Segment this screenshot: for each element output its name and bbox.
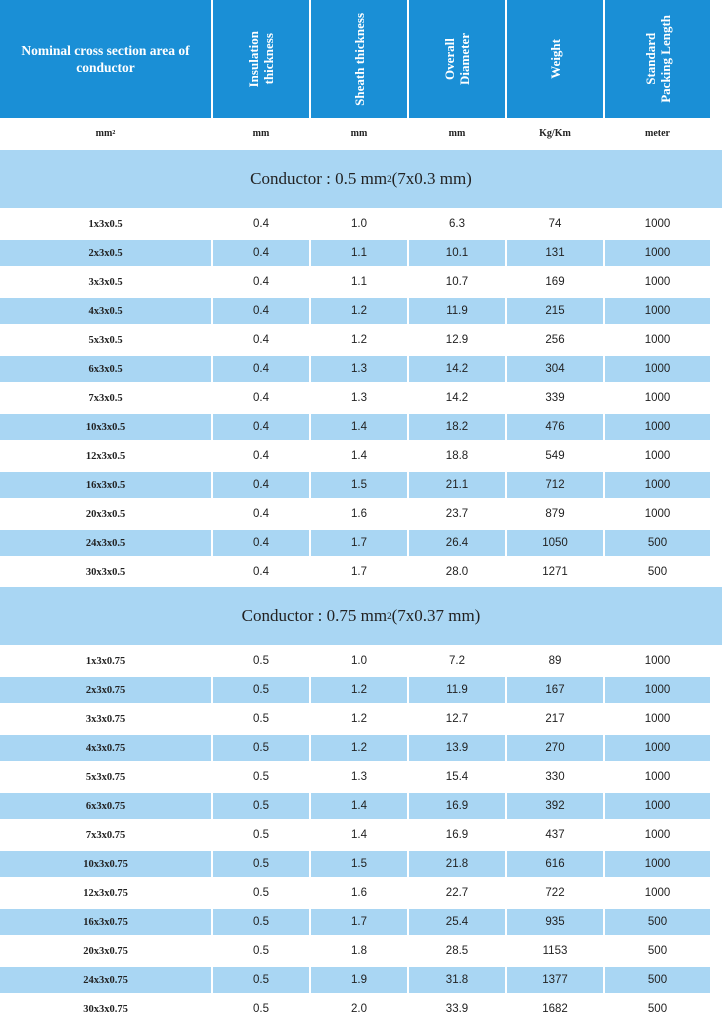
cell-weight: 304 (507, 356, 603, 382)
cell-sheath: 1.2 (311, 677, 407, 703)
header-sheath-label: Sheath thickness (351, 12, 367, 106)
cell-weight: 549 (545, 450, 565, 462)
header-cross-section (0, 0, 211, 118)
cell-sheath: 1.5 (311, 472, 407, 498)
cell-sheath: 1.2 (311, 735, 407, 761)
unit-cross-section-base: mm (95, 127, 113, 139)
cell-diameter: 12.7 (445, 713, 469, 725)
cell-insulation: 0.4 (253, 334, 269, 346)
cell-cross-section: 12x3x0.75 (83, 887, 128, 899)
cell-cross-section: 10x3x0.75 (0, 851, 211, 877)
cell-insulation: 0.5 (253, 945, 269, 957)
cell-sheath: 1.2 (351, 334, 367, 346)
cell-sheath: 1.4 (351, 829, 367, 841)
cell-sheath: 1.0 (351, 218, 367, 230)
cell-insulation: 0.4 (213, 414, 309, 440)
table-row (0, 909, 722, 935)
cell-weight: 1377 (507, 967, 603, 993)
header-diameter (409, 0, 505, 118)
table-row (0, 501, 722, 527)
cell-weight: 169 (545, 276, 565, 288)
cell-insulation: 0.5 (253, 887, 269, 899)
header-cross-section-label: Nominal cross section area of conductor (21, 43, 190, 75)
section-title-pre: Conductor : 0.75 mm (241, 606, 388, 625)
cell-diameter: 31.8 (409, 967, 505, 993)
cell-diameter: 22.7 (445, 887, 469, 899)
cell-sheath: 1.1 (351, 276, 367, 288)
table-row (0, 764, 722, 790)
header-packing-length (605, 0, 710, 118)
cell-sheath: 1.1 (311, 240, 407, 266)
cell-insulation: 0.5 (253, 713, 269, 725)
table-row (0, 880, 722, 906)
cell-cross-section: 6x3x0.75 (0, 793, 211, 819)
cell-weight: 74 (548, 218, 562, 230)
cell-diameter: 10.1 (409, 240, 505, 266)
table-row (0, 706, 722, 732)
cell-sheath: 1.4 (351, 450, 367, 462)
cell-insulation: 0.5 (213, 793, 309, 819)
cell-insulation: 0.4 (253, 450, 269, 462)
unit-sheath: mm (350, 127, 368, 139)
table-row (0, 967, 722, 993)
cell-weight: 217 (545, 713, 565, 725)
cell-insulation: 0.5 (213, 851, 309, 877)
cell-sheath: 1.2 (311, 298, 407, 324)
table-row (0, 414, 722, 440)
header-insulation (213, 0, 309, 118)
cell-cross-section: 5x3x0.75 (85, 771, 126, 783)
cell-cross-section: 12x3x0.5 (85, 450, 126, 462)
table-row (0, 356, 722, 382)
table-row (0, 793, 722, 819)
cell-weight: 339 (545, 392, 565, 404)
cell-weight: 476 (507, 414, 603, 440)
cell-sheath: 1.3 (351, 771, 367, 783)
cell-weight: 270 (507, 735, 603, 761)
header-sheath (311, 0, 407, 118)
cell-diameter: 26.4 (409, 530, 505, 556)
cell-cross-section: 2x3x0.5 (0, 240, 211, 266)
cell-weight: 722 (545, 887, 565, 899)
table-row (0, 327, 722, 353)
cell-cross-section: 20x3x0.5 (85, 508, 126, 520)
section-title-post: (7x0.3 mm) (391, 169, 472, 188)
table-row (0, 938, 722, 964)
cell-packing-length: 1000 (605, 735, 710, 761)
cell-weight: 131 (507, 240, 603, 266)
table-row (0, 822, 722, 848)
cell-diameter: 14.2 (445, 392, 469, 404)
cell-packing-length: 1000 (605, 851, 710, 877)
cell-insulation: 0.4 (213, 240, 309, 266)
cell-cross-section: 6x3x0.5 (0, 356, 211, 382)
table-row (0, 240, 722, 266)
cell-packing-length: 1000 (644, 655, 671, 667)
table-row (0, 211, 722, 237)
cell-packing-length: 500 (605, 909, 710, 935)
cell-insulation: 0.4 (213, 472, 309, 498)
cell-weight: 167 (507, 677, 603, 703)
cell-insulation: 0.5 (253, 1003, 269, 1015)
cell-sheath: 1.7 (311, 530, 407, 556)
cell-sheath: 1.0 (351, 655, 367, 667)
cell-weight: 1050 (507, 530, 603, 556)
table-row (0, 443, 722, 469)
cell-diameter: 28.5 (445, 945, 469, 957)
cell-cross-section: 3x3x0.5 (88, 276, 123, 288)
cell-weight: 392 (507, 793, 603, 819)
cell-diameter: 14.2 (409, 356, 505, 382)
cell-cross-section: 24x3x0.75 (0, 967, 211, 993)
cell-diameter: 23.7 (445, 508, 469, 520)
unit-diameter: mm (448, 127, 466, 139)
cell-cross-section: 16x3x0.5 (0, 472, 211, 498)
table-row (0, 735, 722, 761)
cell-insulation: 0.5 (253, 655, 269, 667)
cell-weight: 215 (507, 298, 603, 324)
cell-weight: 1682 (542, 1003, 568, 1015)
cell-packing-length: 1000 (605, 472, 710, 498)
cell-sheath: 1.3 (351, 392, 367, 404)
cell-diameter: 10.7 (445, 276, 469, 288)
cell-diameter: 12.9 (445, 334, 469, 346)
cell-diameter: 15.4 (445, 771, 469, 783)
cell-sheath: 1.7 (311, 909, 407, 935)
cell-sheath: 1.3 (311, 356, 407, 382)
cell-packing-length: 1000 (644, 713, 671, 725)
cell-diameter: 16.9 (445, 829, 469, 841)
cell-sheath: 1.4 (311, 414, 407, 440)
cell-packing-length: 1000 (605, 414, 710, 440)
table-row (0, 677, 722, 703)
cell-cross-section: 20x3x0.75 (83, 945, 128, 957)
header-weight (507, 0, 603, 118)
cell-packing-length: 1000 (644, 392, 671, 404)
cell-cross-section: 7x3x0.75 (85, 829, 126, 841)
cell-packing-length: 500 (647, 1003, 668, 1015)
cell-insulation: 0.5 (253, 829, 269, 841)
cell-diameter: 11.9 (409, 298, 505, 324)
cell-packing-length: 1000 (644, 829, 671, 841)
header-packing-length-label: Standard Packing Length (642, 15, 673, 103)
cell-weight: 256 (545, 334, 565, 346)
table-row (0, 851, 722, 877)
cell-weight: 1271 (542, 566, 568, 578)
unit-cross-section (0, 119, 211, 147)
unit-packing-length: meter (645, 127, 670, 139)
cell-sheath: 1.2 (351, 713, 367, 725)
cell-diameter: 13.9 (409, 735, 505, 761)
cell-cross-section: 30x3x0.75 (83, 1003, 128, 1015)
cell-insulation: 0.5 (213, 677, 309, 703)
cell-insulation: 0.4 (253, 276, 269, 288)
section-title-post: (7x0.37 mm) (391, 606, 481, 625)
cell-insulation: 0.4 (253, 392, 269, 404)
cell-diameter: 28.0 (445, 566, 469, 578)
cell-packing-length: 1000 (605, 240, 710, 266)
table-row (0, 385, 722, 411)
cell-diameter: 16.9 (409, 793, 505, 819)
table-row (0, 648, 722, 674)
unit-weight: Kg/Km (539, 127, 571, 139)
cell-cross-section: 2x3x0.75 (0, 677, 211, 703)
cell-sheath: 1.4 (311, 793, 407, 819)
cell-insulation: 0.4 (213, 298, 309, 324)
cell-weight: 330 (545, 771, 565, 783)
cell-cross-section: 7x3x0.5 (88, 392, 123, 404)
cell-packing-length: 1000 (644, 218, 671, 230)
cell-diameter: 6.3 (449, 218, 465, 230)
cell-insulation: 0.4 (253, 566, 269, 578)
cell-sheath: 1.8 (351, 945, 367, 957)
cell-weight: 879 (545, 508, 565, 520)
cell-cross-section: 10x3x0.5 (0, 414, 211, 440)
cell-insulation: 0.4 (253, 508, 269, 520)
section-title-sup: 2 (387, 174, 392, 184)
cell-packing-length: 1000 (644, 276, 671, 288)
cell-insulation: 0.4 (253, 218, 269, 230)
cell-cross-section: 3x3x0.75 (85, 713, 126, 725)
cell-packing-length: 500 (647, 566, 668, 578)
cell-insulation: 0.4 (213, 356, 309, 382)
cell-diameter: 18.2 (409, 414, 505, 440)
units-row (0, 119, 722, 147)
table-row (0, 996, 722, 1022)
header-weight-label: Weight (547, 39, 563, 79)
cell-cross-section: 1x3x0.5 (88, 218, 123, 230)
cell-sheath: 1.9 (311, 967, 407, 993)
cell-weight: 1153 (542, 945, 568, 957)
cell-packing-length: 1000 (644, 508, 671, 520)
cell-cross-section: 16x3x0.75 (0, 909, 211, 935)
cell-weight: 437 (545, 829, 565, 841)
cell-diameter: 21.8 (409, 851, 505, 877)
cell-diameter: 21.1 (409, 472, 505, 498)
cell-packing-length: 1000 (605, 677, 710, 703)
cell-packing-length: 1000 (644, 450, 671, 462)
cell-packing-length: 1000 (644, 887, 671, 899)
table-row (0, 472, 722, 498)
cell-weight: 712 (507, 472, 603, 498)
section-band-0 (0, 150, 722, 208)
cell-insulation: 0.4 (213, 530, 309, 556)
table-row (0, 559, 722, 585)
cell-cross-section: 30x3x0.5 (85, 566, 126, 578)
section-title-sup: 2 (387, 611, 392, 621)
cell-cross-section: 4x3x0.75 (0, 735, 211, 761)
cell-packing-length: 1000 (605, 298, 710, 324)
cell-diameter: 11.9 (409, 677, 505, 703)
cell-weight: 616 (507, 851, 603, 877)
cell-weight: 935 (507, 909, 603, 935)
cell-sheath: 1.7 (351, 566, 367, 578)
cell-sheath: 1.6 (351, 508, 367, 520)
cell-diameter: 18.8 (445, 450, 469, 462)
cell-sheath: 1.5 (311, 851, 407, 877)
cell-diameter: 25.4 (409, 909, 505, 935)
cell-cross-section: 5x3x0.5 (88, 334, 123, 346)
cell-insulation: 0.5 (213, 909, 309, 935)
cell-weight: 89 (548, 655, 562, 667)
header-diameter-label: Overall Diameter (442, 33, 472, 85)
unit-insulation: mm (252, 127, 270, 139)
cell-packing-length: 500 (647, 945, 668, 957)
header-insulation-label: Insulation thickness (246, 30, 276, 88)
cell-packing-length: 1000 (605, 356, 710, 382)
cell-cross-section: 4x3x0.5 (0, 298, 211, 324)
section-title-pre: Conductor : 0.5 mm (250, 169, 388, 188)
table-row (0, 269, 722, 295)
cell-packing-length: 500 (605, 967, 710, 993)
cell-cross-section: 24x3x0.5 (0, 530, 211, 556)
cell-sheath: 2.0 (351, 1003, 367, 1015)
cell-cross-section: 1x3x0.75 (85, 655, 126, 667)
cell-diameter: 33.9 (445, 1003, 469, 1015)
cell-sheath: 1.6 (351, 887, 367, 899)
unit-cross-section-sup: 2 (112, 130, 116, 136)
cell-insulation: 0.5 (213, 967, 309, 993)
cell-packing-length: 1000 (644, 334, 671, 346)
section-band-1 (0, 587, 722, 645)
table-row (0, 298, 722, 324)
cell-packing-length: 1000 (605, 793, 710, 819)
table-row (0, 530, 722, 556)
cell-insulation: 0.5 (213, 735, 309, 761)
cell-diameter: 7.2 (449, 655, 465, 667)
cell-packing-length: 1000 (644, 771, 671, 783)
cell-packing-length: 500 (605, 530, 710, 556)
cell-insulation: 0.5 (253, 771, 269, 783)
